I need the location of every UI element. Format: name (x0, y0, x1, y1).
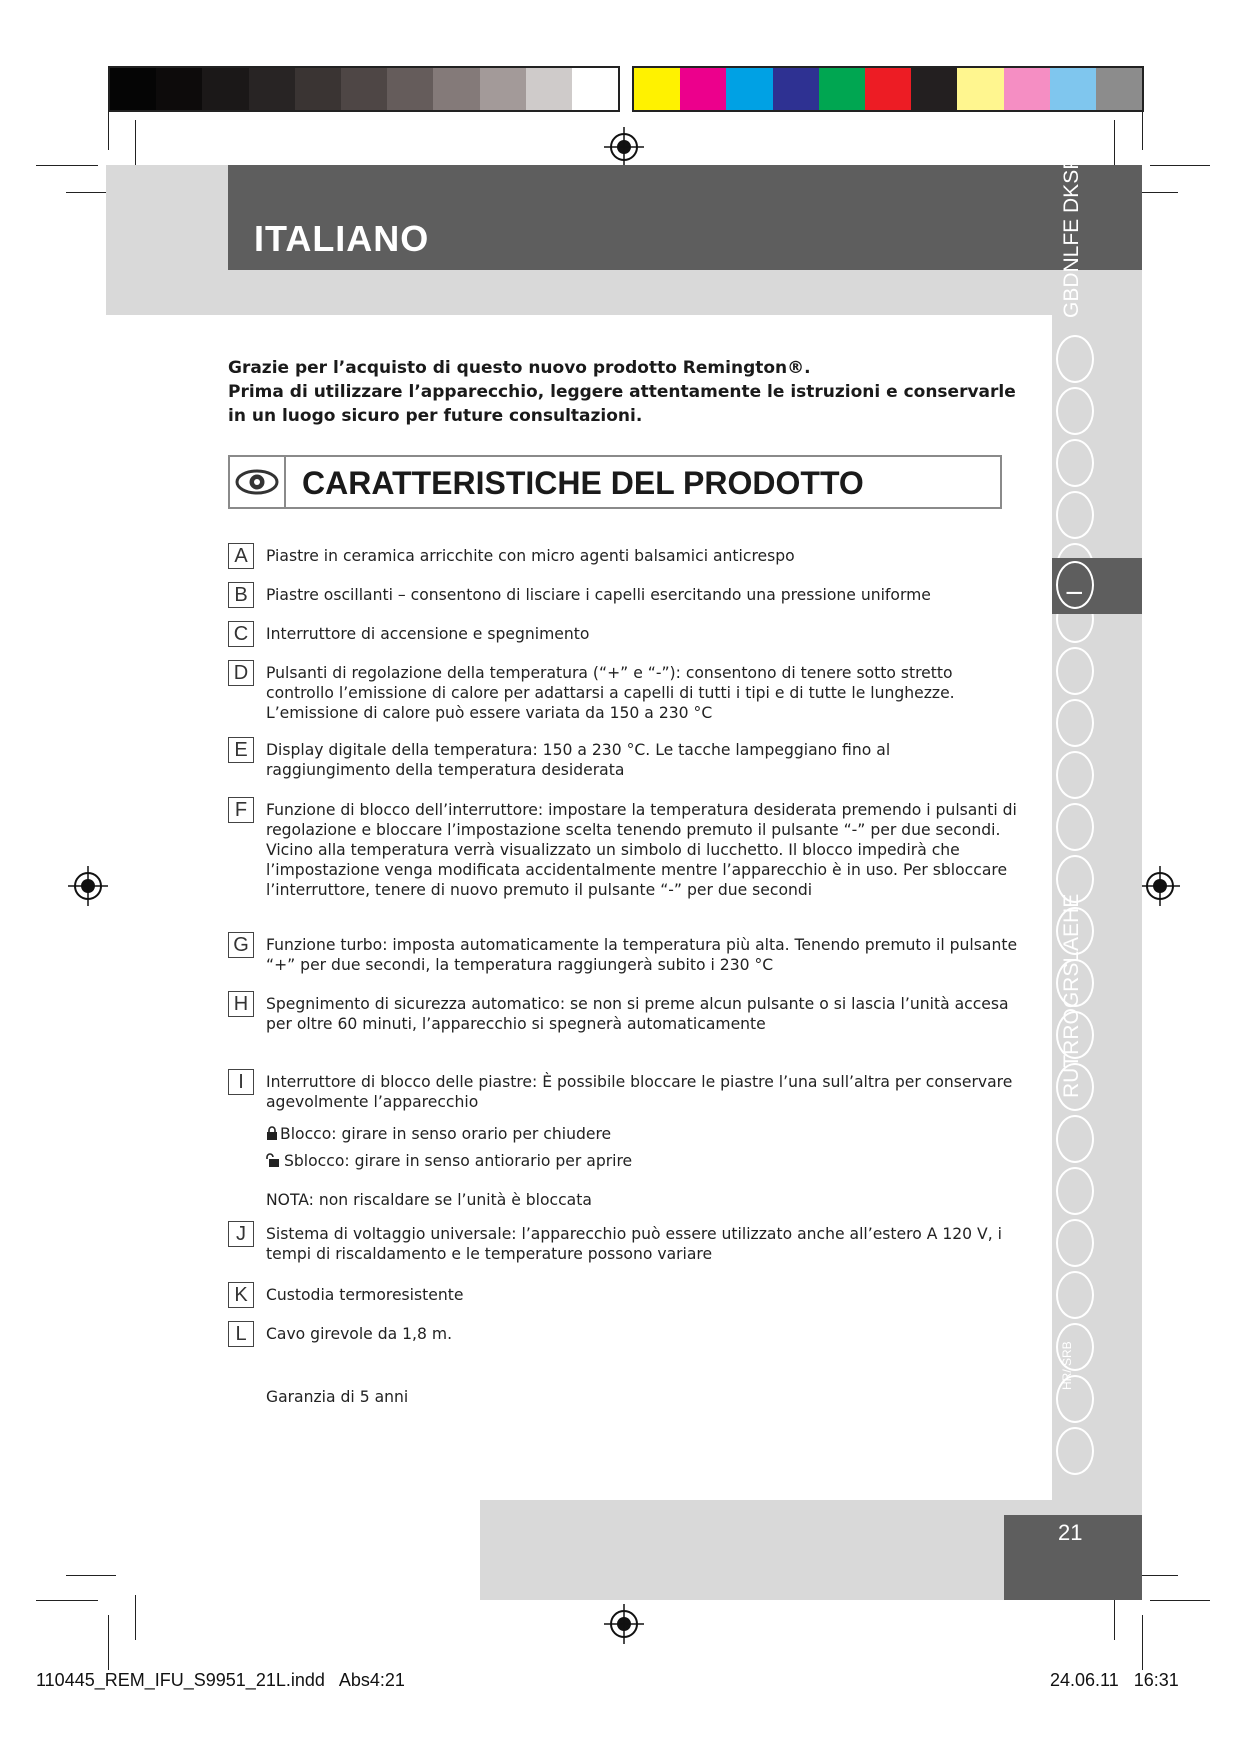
language-tab-oval (1056, 647, 1094, 695)
feature-text: Display digitale della temperatura: 150 a 230 °C. Le tacche lampeggiano fino al raggiungimento della temperatura desiderata (266, 741, 891, 779)
color-swatch (110, 68, 156, 110)
color-swatch (572, 68, 618, 110)
language-tab-oval (1056, 751, 1094, 799)
color-swatch (726, 68, 772, 110)
padlock-unlocked-icon (266, 1152, 278, 1166)
color-swatch (433, 68, 479, 110)
language-tab-oval (1056, 1427, 1094, 1475)
padlock-locked-icon (266, 1125, 278, 1139)
footer-file-info: 110445_REM_IFU_S9951_21L.indd Abs4:21 (36, 1670, 405, 1690)
eye-icon (234, 467, 280, 497)
color-swatch (680, 68, 726, 110)
side-language-codes-top: GBDNLFE DKSPSKC (1060, 112, 1083, 318)
feature-letter-box: J (228, 1221, 254, 1247)
lock-text: Blocco: girare in senso orario per chiudere (280, 1125, 612, 1143)
gray-frame-left (106, 165, 228, 315)
process-color-bar (632, 66, 1144, 112)
language-tab-oval (1056, 1271, 1094, 1319)
language-tab-oval (1056, 335, 1094, 383)
intro-line-1: Grazie per l’acquisto di questo nuovo prodotto Remington®. (228, 358, 811, 378)
color-swatch (1050, 68, 1096, 110)
eye-icon-box (230, 457, 286, 507)
page-number: 21 (1058, 1520, 1083, 1545)
color-swatch (202, 68, 248, 110)
color-swatch (526, 68, 572, 110)
section-header (228, 455, 1002, 509)
feature-letter-box: F (228, 797, 254, 823)
side-language-codes-small: HR/ SRB (1060, 1341, 1074, 1390)
side-language-codes-bottom: RUTRROGRSLAEHE (1060, 893, 1083, 1098)
language-tab-oval (1056, 1167, 1094, 1215)
feature-letter-box: E (228, 737, 254, 763)
color-swatch (865, 68, 911, 110)
feature-text: Piastre oscillanti – consentono di lisciare i capelli esercitando una pressione uniforme (266, 586, 931, 604)
lock-instruction (266, 1124, 611, 1144)
intro-text (228, 356, 1028, 428)
unlock-instruction (266, 1151, 632, 1171)
feature-letter-box: G (228, 932, 254, 958)
color-swatch (634, 68, 680, 110)
language-tab-oval (1056, 699, 1094, 747)
registration-mark-icon (604, 127, 644, 167)
color-swatch (957, 68, 1003, 110)
feature-letter-box: K (228, 1282, 254, 1308)
unlock-text: Sblocco: girare in senso antiorario per aprire (284, 1152, 633, 1170)
feature-text: Sistema di voltaggio universale: l’apparecchio può essere utilizzato anche all’estero A 120 V, i tempi di riscaldamento e le temperature possono variare (266, 1225, 1002, 1263)
active-language-tab (1052, 558, 1142, 614)
intro-line-2: Prima di utilizzare l’apparecchio, leggere attentamente le istruzioni e conservarle in un luogo sicuro per future consultazioni. (228, 382, 1016, 426)
feature-text: Interruttore di accensione e spegnimento (266, 625, 590, 643)
feature-letter-box: L (228, 1321, 254, 1347)
page-title: ITALIANO (254, 218, 430, 259)
color-swatch (819, 68, 865, 110)
feature-text: Piastre in ceramica arricchite con micro agenti balsamici anticrespo (266, 547, 795, 565)
feature-letter-box: B (228, 582, 254, 608)
feature-text: Funzione turbo: imposta automaticamente la temperatura più alta. Tenendo premuto il pulsante “+” per due secondi, la temperatura raggiungerà subito i 230 °C (266, 936, 1018, 974)
feature-text: Custodia termoresistente (266, 1286, 464, 1304)
registration-mark-icon (604, 1604, 644, 1644)
feature-text: Funzione di blocco dell’interruttore: impostare la temperatura desiderata premendo i pulsanti di regolazione e bloccare l’impostazione scelta tenendo premuto il pulsante “-” per due secondi. Vicino alla temperatura verrà visualizzato un simbolo di lucchetto. Il blocco impedirà che l’impostazione venga modificata accidentalmente mentre l’apparecchio è in uso. Per sbloccare l’interruttore, tenere di nuovo premuto il pulsante “-” per due secondi (266, 801, 1017, 899)
color-swatch (387, 68, 433, 110)
language-tab-oval (1056, 1219, 1094, 1267)
feature-text: Spegnimento di sicurezza automatico: se non si preme alcun pulsante o si lascia l’unità accesa per oltre 60 minuti, l’apparecchio si spegnerà automaticamente (266, 995, 1009, 1033)
grayscale-color-bar (108, 66, 620, 112)
registration-mark-icon (1140, 866, 1180, 906)
language-tab-oval (1056, 439, 1094, 487)
color-swatch (341, 68, 387, 110)
language-tab-oval (1056, 1115, 1094, 1163)
language-tab-oval (1056, 387, 1094, 435)
color-swatch (156, 68, 202, 110)
feature-text: Pulsanti di regolazione della temperatura (“+” e “-”): consentono di tenere sotto stretto controllo l’emissione di calore per adattarsi a capelli di tutti i tipi e di tutte le lunghezze. L’emissione di calore può essere variata da 150 a 230 °C (266, 664, 955, 722)
feature-letter-box: A (228, 543, 254, 569)
gray-frame-top (228, 270, 1052, 315)
color-swatch (1004, 68, 1050, 110)
language-tab-oval (1056, 491, 1094, 539)
footer-date: 24.06.11 16:31 (1050, 1670, 1179, 1690)
feature-text: Cavo girevole da 1,8 m. (266, 1325, 453, 1343)
feature-letter-box: C (228, 621, 254, 647)
color-swatch (773, 68, 819, 110)
feature-letter-box: H (228, 991, 254, 1017)
language-tab-oval (1056, 803, 1094, 851)
color-swatch (249, 68, 295, 110)
registration-mark-icon (68, 866, 108, 906)
feature-letter-box: I (228, 1069, 254, 1095)
section-title: CARATTERISTICHE DEL PRODOTTO (302, 465, 864, 501)
color-swatch (911, 68, 957, 110)
color-swatch (480, 68, 526, 110)
lock-note: NOTA: non riscaldare se l’unità è bloccata (266, 1191, 592, 1209)
color-swatch (295, 68, 341, 110)
feature-letter-box: D (228, 660, 254, 686)
feature-text: Interruttore di blocco delle piastre: È possibile bloccare le piastre l’una sull’altra per conservare agevolmente l’apparecchio (266, 1073, 1013, 1111)
warranty-text: Garanzia di 5 anni (266, 1388, 409, 1406)
active-language-marker: I (1062, 589, 1087, 596)
color-swatch (1096, 68, 1142, 110)
